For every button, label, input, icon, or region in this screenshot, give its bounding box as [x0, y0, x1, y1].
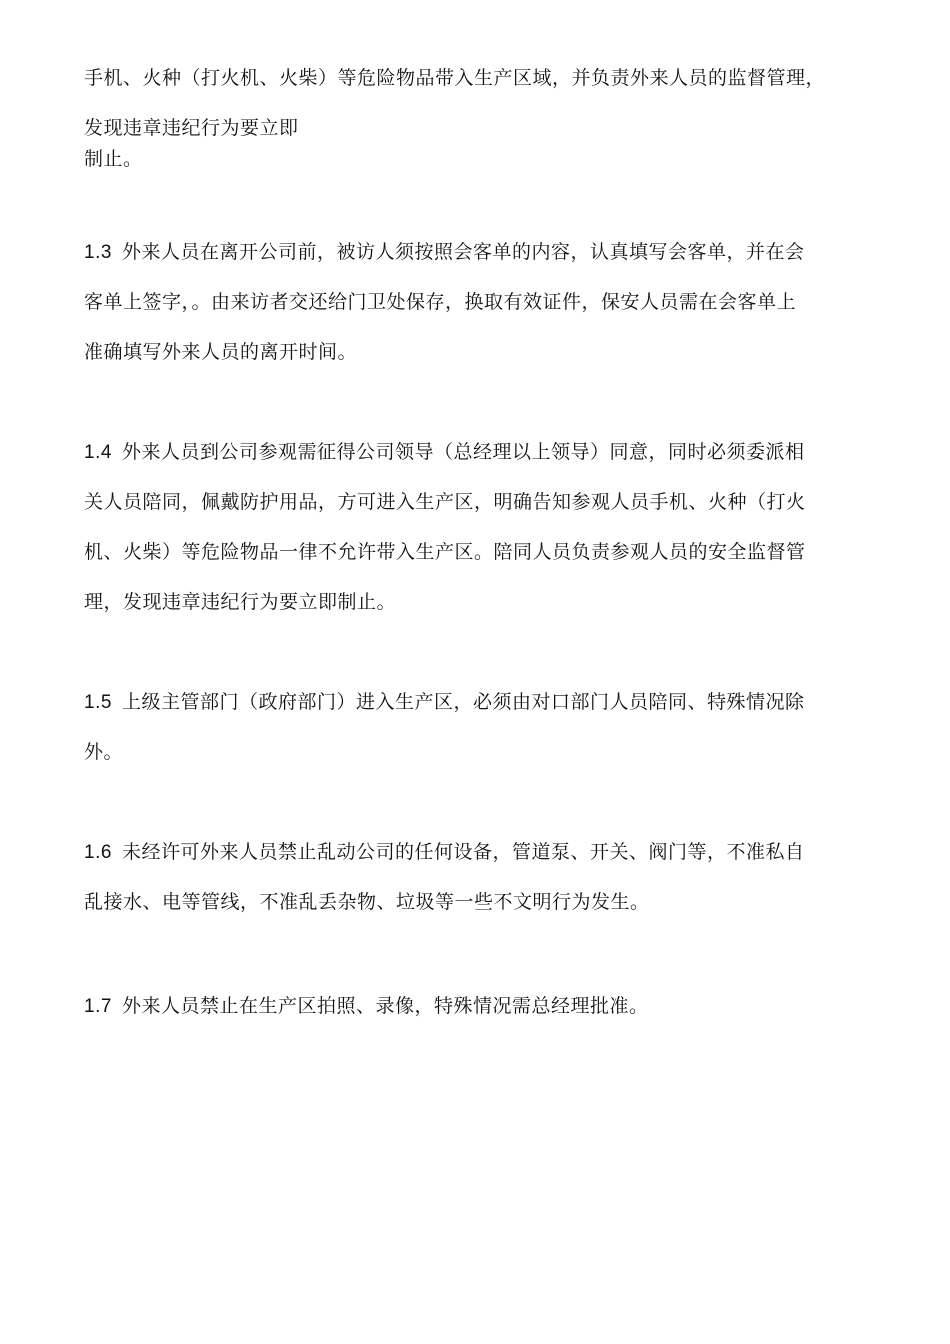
paragraph-line: 准确填写外来人员的离开时间。 [84, 341, 358, 363]
paragraph-line: 理，发现违章违纪行为要立即制止。 [84, 591, 397, 613]
section-number: 1.5 [84, 692, 112, 713]
paragraph-line: 发现违章违纪行为要立即 [84, 117, 299, 139]
paragraph-first-line [84, 240, 805, 265]
paragraph-first-line [84, 994, 649, 1019]
paragraph-line: 外。 [84, 741, 124, 763]
section-number: 1.7 [84, 996, 112, 1017]
paragraph-line: 机、火柴）等危险物品一律不允许带入生产区。陪同人员负责参观人员的安全监督管 [84, 541, 806, 563]
paragraph-line: 乱接水、电等管线，不准乱丢杂物、垃圾等一些不文明行为发生。 [84, 891, 650, 913]
paragraph-first-line [84, 690, 805, 715]
paragraph-line: 外来人员在离开公司前，被访人须按照会客单的内容，认真填写会客单，并在会 [122, 241, 805, 263]
paragraph-line: 制止。 [84, 148, 143, 170]
paragraph-first-line [84, 840, 805, 865]
paragraph-line: 外来人员到公司参观需征得公司领导（总经理以上领导）同意，同时必须委派相 [122, 441, 805, 463]
paragraph-line: 手机、火种（打火机、火柴）等危险物品带入生产区域，并负责外来人员的监督管理， [84, 67, 826, 89]
paragraph-line: 上级主管部门（政府部门）进入生产区，必须由对口部门人员陪同、特殊情况除 [122, 691, 805, 713]
section-number: 1.3 [84, 242, 112, 263]
paragraph-line: 客单上签字，。由来访者交还给门卫处保存，换取有效证件，保安人员需在会客单上 [84, 291, 797, 313]
paragraph-line: 未经许可外来人员禁止乱动公司的任何设备，管道泵、开关、阀门等，不准私自 [122, 841, 805, 863]
section-number: 1.4 [84, 442, 112, 463]
paragraph-line: 外来人员禁止在生产区拍照、录像，特殊情况需总经理批准。 [122, 995, 649, 1017]
section-number: 1.6 [84, 842, 112, 863]
paragraph-line: 关人员陪同，佩戴防护用品，方可进入生产区，明确告知参观人员手机、火种（打火 [84, 491, 806, 513]
paragraph-first-line [84, 440, 805, 465]
